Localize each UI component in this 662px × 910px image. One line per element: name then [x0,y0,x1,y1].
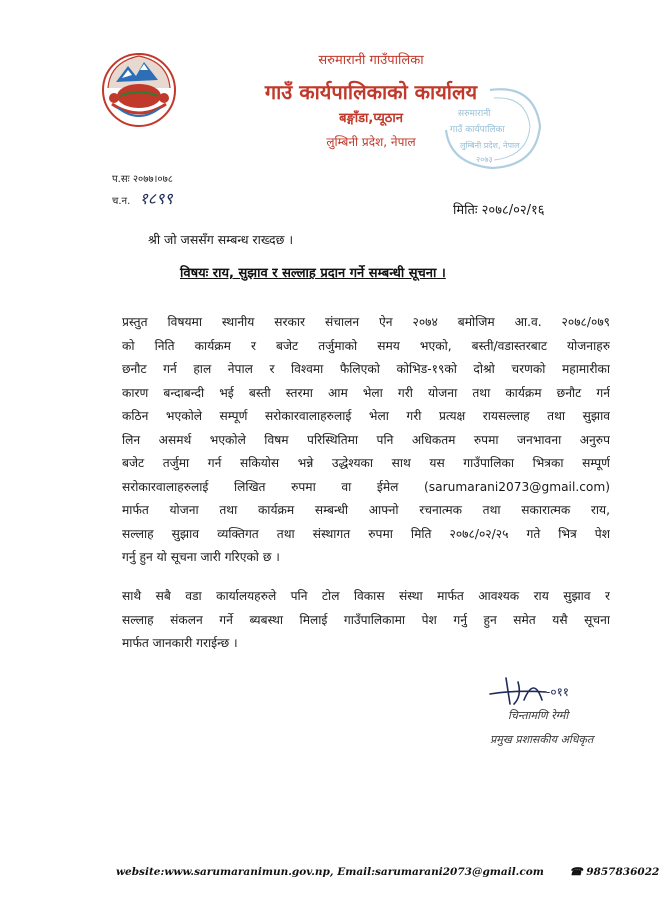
subject-line: विषयः राय, सुझाव र सल्लाह प्रदान गर्ने सम्बन्धी सूचना । [180,266,446,281]
body-line: गर्नु हुन यो सूचना जारी गरिएको छ । [122,550,280,564]
signature-mark: -०११ [546,685,570,699]
stamp-line-4: २०७३ [476,155,493,164]
office-title: गाउँ कार्यपालिकाको कार्यालय [264,80,478,104]
footer-phone-number: 9857836022 [586,866,660,878]
phone-icon: ☎ [569,866,587,878]
letter-date: मितिः २०७८/०२/१६ [453,203,545,218]
body-line: कारण बन्दाबन्दी भई बस्ती स्तरमा आम भेला गरी योजना तथा कार्यक्रम छनौट गर्न [122,385,610,400]
body-line: साथै सबै वडा कार्यालयहरुले पनि टोल विकास संस्था मार्फत आवश्यक राय सुझाव र [122,589,610,603]
body-line: सल्लाह संकलन गर्ने ब्यबस्था मिलाई गाउँपालिकामा पेश गर्नु हुन समेत यसै सूचना [122,612,610,627]
signatory-title: प्रमुख प्रशासकीय अधिकृत [490,733,594,746]
official-stamp [436,80,548,174]
footer-contact [116,866,659,878]
body-line: सरोकारवालाहरुलाई लिखित रुपमा वा ईमेल (sarumarani2073@gmail.com) [122,479,610,494]
stamp-line-3: लुम्बिनी प्रदेश, नेपाल [460,141,520,150]
reference-ps: प.सः २०७७।०७८ [112,174,174,185]
municipality-name: सरुमारानी गाउँपालिका [318,53,424,68]
stamp-line-1: सरुमारानी [458,109,491,119]
body-line: मार्फत जानकारी गराईन्छ । [122,636,238,650]
addressee: श्री जो जससँग सम्बन्ध राख्दछ । [148,232,294,247]
body-line: लिन असमर्थ भएकोले विषम परिस्थितिमा पनि अधिकतम रुपमा जनभावना अनुरुप [122,432,610,447]
body-line: बजेट तर्जुमा गर्न सकियोस भन्ने उद्धेश्यका साथ यस गाउँपालिका भित्रका सम्पूर्ण [122,456,610,470]
signatory-name: चिन्तामणि रेग्मी [508,709,569,722]
reference-cn [112,187,173,209]
body-line: सल्लाह सुझाव व्यक्तिगत तथा संस्थागत रुपमा मिति २०७८/०२/२५ गते भित्र पेश [122,526,610,541]
body-paragraph-1 [122,311,610,570]
body-line: को निति कार्यक्रम र बजेट तर्जुमाको समय भएको, बस्ती/वडास्तरबाट योजनाहरु [122,338,610,353]
province-line: लुम्बिनी प्रदेश, नेपाल [326,135,416,149]
stamp-line-2: गाउँ कार्यपालिका [450,125,505,135]
body-paragraph-2 [122,585,610,656]
reference-cn-value: १८९९ [139,189,173,208]
body-line: प्रस्तुत विषयमा स्थानीय सरकार संचालन ऐन २०७४ बमोजिम आ.व. २०७८/०७९ [122,315,610,329]
office-location: बङ्गाँडा,प्यूठान [339,111,403,126]
body-line: छनौट गर्न हाल नेपाल र विश्वमा फैलिएको कोभिड-१९को दोश्रो चरणको महामारीका [122,362,610,376]
body-line: कठिन भएकोले सम्पूर्ण सरोकारवालाहरुलाई भेला गरी प्रत्यक्ष रायसल्लाह तथा सुझाव [122,409,610,423]
footer-phone [570,866,660,878]
body-line: मार्फत योजना तथा कार्यक्रम सम्बन्धी आफ्नो रचनात्मक तथा सकारात्मक राय, [122,503,610,517]
footer-website-email: website:www.sarumaranimun.gov.np, Email:sarumarani2073@gmail.com [116,866,544,878]
reference-cn-label: च.न. [112,196,131,207]
